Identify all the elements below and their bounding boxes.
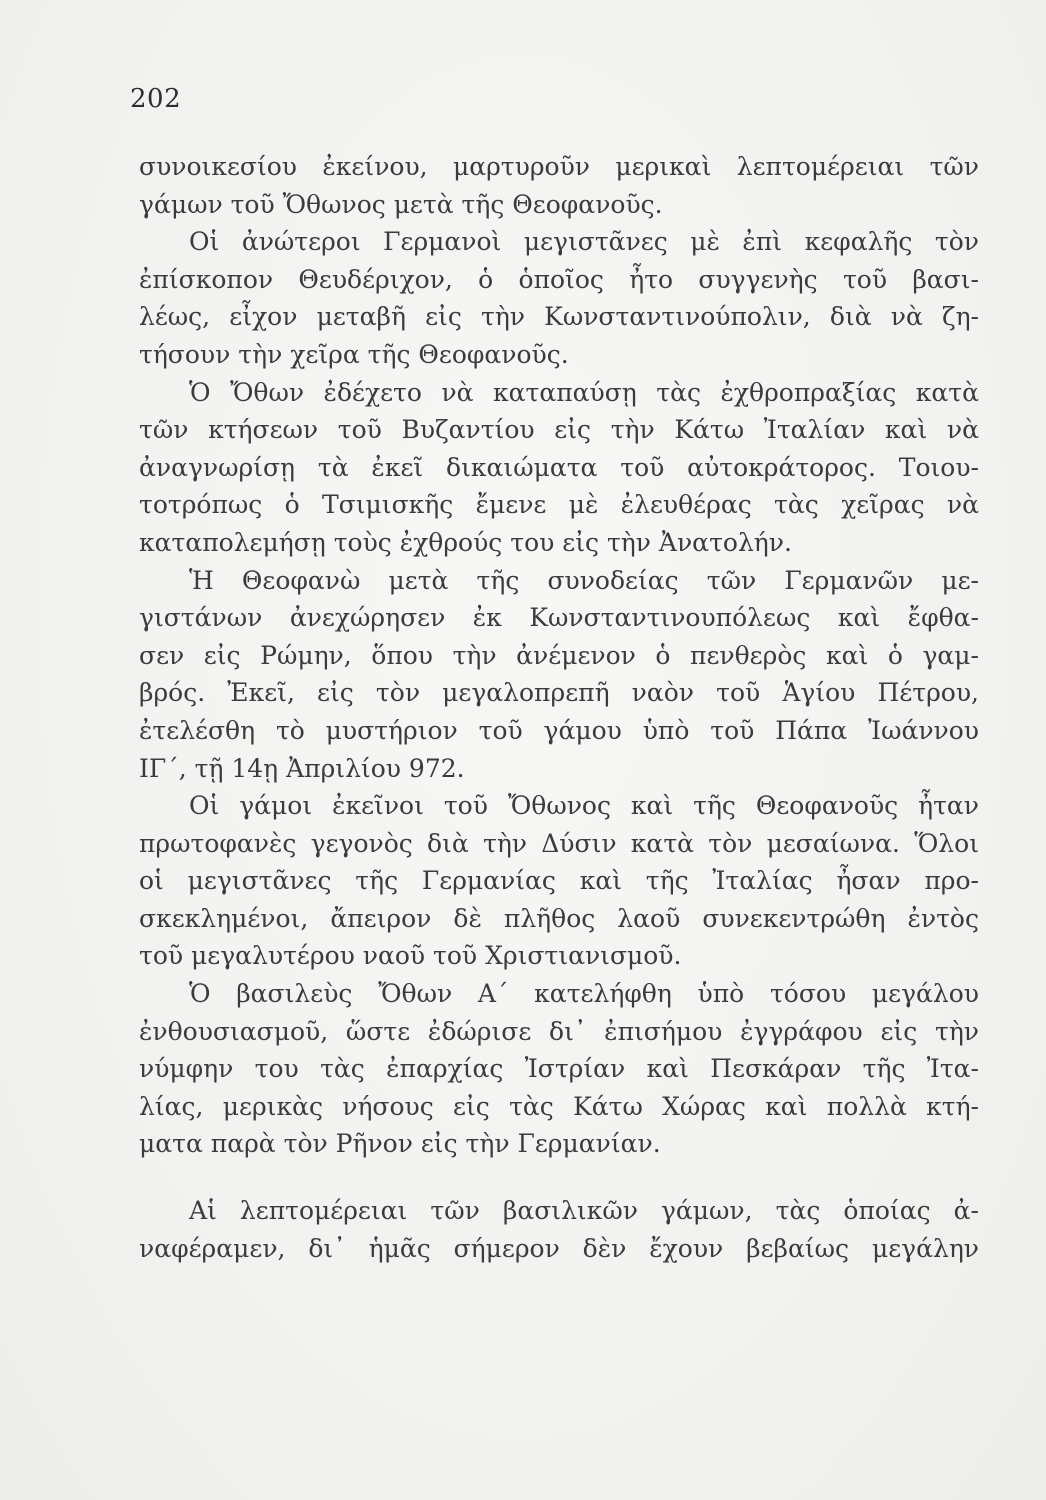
paragraph bbox=[139, 1192, 979, 1267]
paragraph bbox=[139, 562, 979, 788]
text-line: ΙΓ΄, τῇ 14ῃ Ἀπριλίου 972. bbox=[139, 753, 465, 783]
text-line: νύμφην του τὰς ἐπαρχίας Ἰστρίαν καὶ Πεσκάραν τῆς Ἰτα- bbox=[139, 1054, 979, 1084]
paragraph bbox=[139, 975, 979, 1163]
text-line: βρός. Ἐκεῖ, εἰς τὸν μεγαλοπρεπῆ ναὸν τοῦ Ἁγίου Πέτρου, bbox=[139, 678, 979, 708]
page-number: 202 bbox=[130, 84, 182, 114]
text-line: ματα παρὰ τὸν Ρῆνον εἰς τὴν Γερμανίαν. bbox=[139, 1129, 661, 1159]
text-line: οἱ μεγιστᾶνες τῆς Γερμανίας καὶ τῆς Ἰταλίας ἦσαν προ- bbox=[139, 866, 979, 896]
text-line: συνοικεσίου ἐκείνου, μαρτυροῦν μερικαὶ λεπτομέρειαι τῶν bbox=[139, 152, 979, 181]
section-gap bbox=[139, 1163, 979, 1192]
text-line: γάμων τοῦ Ὄθωνος μετὰ τῆς Θεοφανοῦς. bbox=[139, 189, 663, 219]
text-line: ναφέραμεν, δι᾽ ἡμᾶς σήμερον δὲν ἔχουν βεβαίως μεγάλην bbox=[139, 1233, 979, 1263]
text-line: ἐπίσκοπον Θευδέριχον, ὁ ὁποῖος ἦτο συγγενὴς τοῦ βασι- bbox=[139, 264, 979, 294]
text-line: ἐνθουσιασμοῦ, ὥστε ἐδώρισε δι᾽ ἐπισήμου ἐγγράφου εἰς τὴν bbox=[139, 1016, 979, 1046]
text-line: καταπολεμήσῃ τοὺς ἐχθρούς του εἰς τὴν Ἀνατολήν. bbox=[139, 527, 792, 557]
text-line: ἀναγνωρίσῃ τὰ ἐκεῖ δικαιώματα τοῦ αὐτοκράτορος. Τοιου- bbox=[139, 452, 979, 482]
text-line: τῶν κτήσεων τοῦ Βυζαντίου εἰς τὴν Κάτω Ἰταλίαν καὶ νὰ bbox=[139, 415, 979, 445]
paragraph bbox=[139, 787, 979, 975]
paragraph bbox=[139, 223, 979, 373]
text-line: λέως, εἶχον μεταβῆ εἰς τὴν Κωνσταντινούπολιν, διὰ νὰ ζη- bbox=[139, 302, 979, 332]
text-line: ἐτελέσθη τὸ μυστήριον τοῦ γάμου ὑπὸ τοῦ Πάπα Ἰωάννου bbox=[139, 715, 979, 745]
text-line: Ὁ βασιλεὺς Ὄθων Α΄ κατελήφθη ὑπὸ τόσου μεγάλου bbox=[189, 979, 979, 1009]
text-line: σκεκλημένοι, ἄπειρον δὲ πλῆθος λαοῦ συνεκεντρώθη ἐντὸς bbox=[139, 903, 979, 933]
text-line: Ἡ Θεοφανὼ μετὰ τῆς συνοδείας τῶν Γερμανῶν με- bbox=[189, 565, 979, 595]
text-line: λίας, μερικὰς νήσους εἰς τὰς Κάτω Χώρας καὶ πολλὰ κτή- bbox=[139, 1091, 979, 1121]
text-line: Ὁ Ὄθων ἐδέχετο νὰ καταπαύσῃ τὰς ἐχθροπραξίας κατὰ bbox=[189, 377, 979, 407]
text-line: σεν εἰς Ρώμην, ὅπου τὴν ἀνέμενον ὁ πενθερὸς καὶ ὁ γαμ- bbox=[139, 640, 979, 670]
text-line: Αἱ λεπτομέρειαι τῶν βασιλικῶν γάμων, τὰς ὁποίας ἀ- bbox=[189, 1196, 979, 1226]
body-text bbox=[139, 148, 979, 1267]
text-line: τήσουν τὴν χεῖρα τῆς Θεοφανοῦς. bbox=[139, 339, 569, 369]
text-line: τοτρόπως ὁ Τσιμισκῆς ἔμενε μὲ ἐλευθέρας τὰς χεῖρας νὰ bbox=[139, 490, 979, 520]
text-line: Οἱ ἀνώτεροι Γερμανοὶ μεγιστᾶνες μὲ ἐπὶ κεφαλῆς τὸν bbox=[189, 227, 979, 257]
text-line: Οἱ γάμοι ἐκεῖνοι τοῦ Ὄθωνος καὶ τῆς Θεοφανοῦς ἦταν bbox=[189, 791, 979, 821]
paragraph bbox=[139, 374, 979, 562]
text-line: τοῦ μεγαλυτέρου ναοῦ τοῦ Χριστιανισμοῦ. bbox=[139, 941, 682, 971]
text-line: γιστάνων ἀνεχώρησεν ἐκ Κωνσταντινουπόλεως καὶ ἔφθα- bbox=[139, 603, 979, 633]
paragraph bbox=[139, 148, 979, 223]
text-line: πρωτοφανὲς γεγονὸς διὰ τὴν Δύσιν κατὰ τὸν μεσαίωνα. Ὅλοι bbox=[139, 828, 979, 858]
